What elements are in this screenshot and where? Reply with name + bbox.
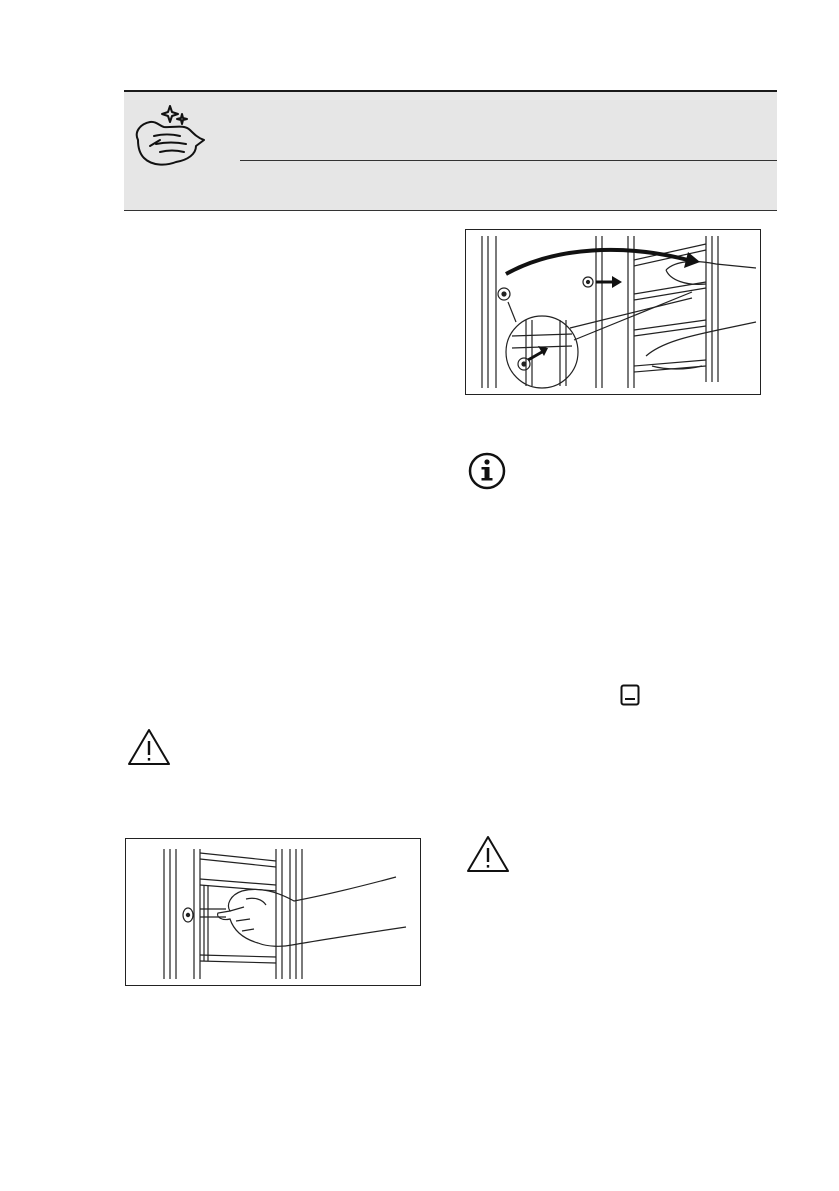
warning-triangle-icon (126, 727, 172, 767)
info-icon (467, 451, 507, 491)
illustration-hand-pulling-shelf-support (125, 838, 421, 986)
header-divider (240, 160, 777, 161)
oven-light-icon (620, 684, 640, 706)
cleaning-hands-sparkle-icon (130, 100, 210, 172)
illustration-oven-shelf-support-removal (465, 229, 761, 395)
section-header-band (124, 90, 777, 211)
warning-triangle-icon (465, 834, 511, 874)
